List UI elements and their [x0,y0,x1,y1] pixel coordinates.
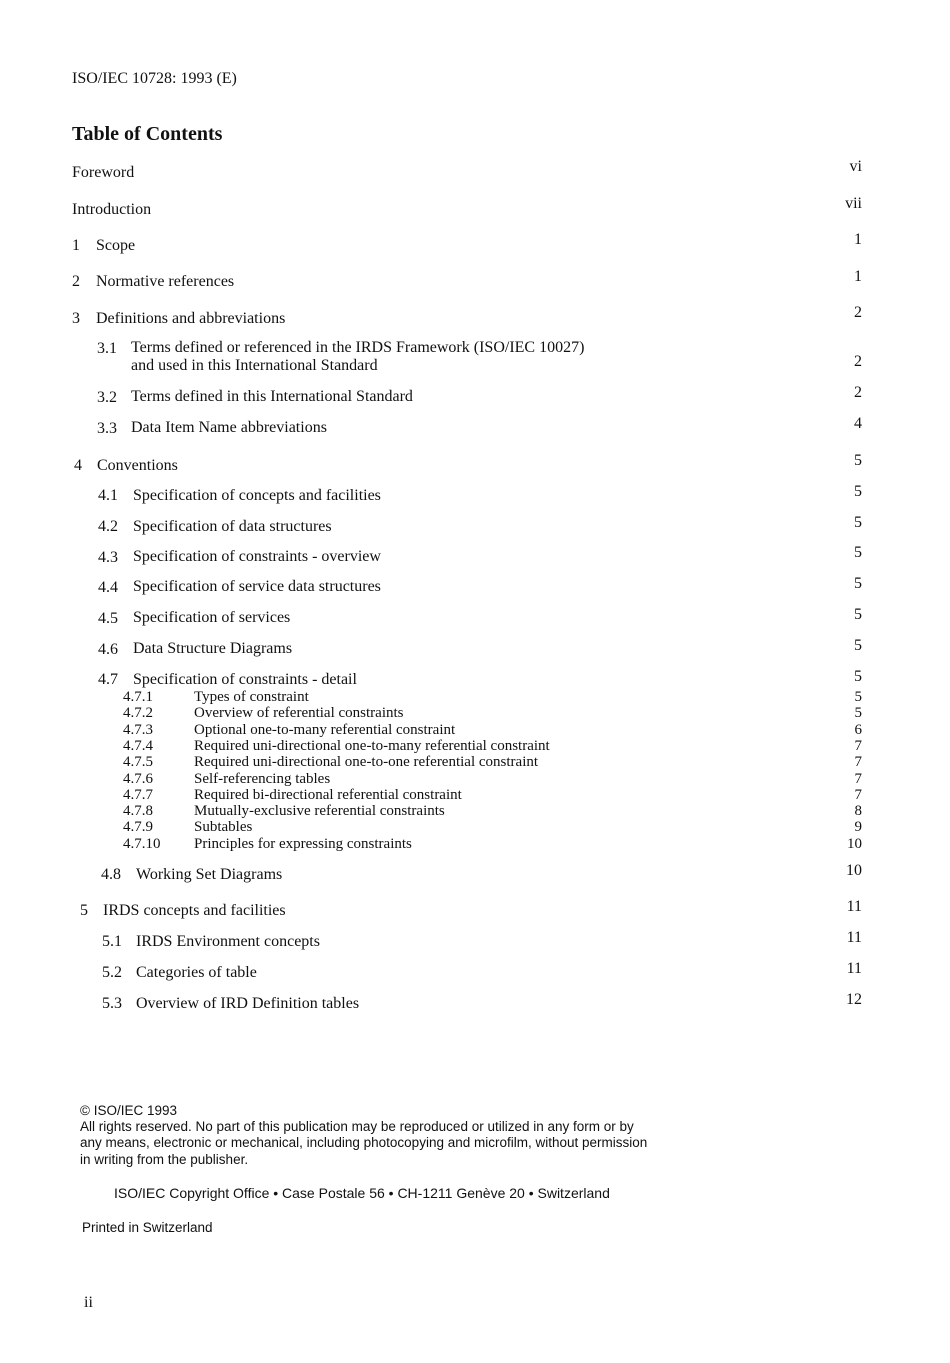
copyright-office: ISO/IEC Copyright Office • Case Postale 56 • CH-1211 Genève 20 • Switzerland [114,1185,610,1201]
toc-s4-6-label: Data Structure Diagrams [133,640,293,657]
toc-s3-3-page: 4 [854,415,862,432]
toc-s4-1-num: 4.1 [98,487,118,504]
toc-s4-1-label: Specification of concepts and facilities [133,487,381,504]
toc-s1-label: Scope [96,237,136,254]
toc-s4-7-subitem [0,771,950,788]
toc-s5-3-num: 5.3 [102,995,122,1012]
toc-s4-8-label: Working Set Diagrams [136,866,283,883]
toc-subitem-label: Required bi-directional referential constraint [194,786,462,803]
toc-s1-page: 1 [854,231,862,248]
toc-subitem-page: 9 [854,819,862,836]
toc-subitem-page: 7 [854,754,862,771]
toc-s3-3-label: Data Item Name abbreviations [131,419,327,436]
toc-s5-page: 11 [846,898,862,915]
toc-subitem-label: Required uni-directional one-to-many referential constraint [194,737,550,754]
toc-s3-1-num: 3.1 [97,340,117,357]
toc-s3-2-num: 3.2 [97,389,117,406]
toc-s3-1-label-line1: Terms defined or referenced in the IRDS Framework (ISO/IEC 10027) [131,339,585,356]
toc-s4-6-num: 4.6 [98,641,118,658]
toc-s5-2-page: 11 [846,960,862,977]
toc-s5-1-num: 5.1 [102,933,122,950]
toc-s4-5-page: 5 [854,606,862,623]
toc-s4-4-page: 5 [854,575,862,592]
toc-s4-7-num: 4.7 [98,671,118,688]
toc-s3-num: 3 [72,310,80,327]
toc-s4-3-label: Specification of constraints - overview [133,548,381,565]
toc-s3-1-label-line2: and used in this International Standard [131,357,378,374]
toc-subitem-page: 8 [854,803,862,820]
page-title: Table of Contents [72,123,223,145]
toc-s5-1-label: IRDS Environment concepts [136,933,320,950]
toc-subitem-label: Self-referencing tables [194,770,331,787]
toc-s4-7-subitem [0,738,950,755]
toc-subitem-label: Types of constraint [194,689,309,705]
toc-s4-7-label: Specification of constraints - detail [133,671,357,688]
toc-subitem-page: 6 [854,721,862,738]
toc-s4-5-num: 4.5 [98,610,118,627]
toc-s4-2-label: Specification of data structures [133,518,332,535]
toc-subitem-page: 7 [854,737,862,754]
toc-s4-2-num: 4.2 [98,518,118,535]
toc-s1-num: 1 [72,237,80,254]
toc-s4-3-num: 4.3 [98,549,118,566]
toc-foreword-page: vi [849,158,862,175]
toc-s4-8-page: 10 [846,862,862,879]
page-number: ii [84,1294,93,1311]
toc-subitem-page: 5 [854,689,862,705]
toc-s4-7-page: 5 [854,668,862,685]
toc-s4-num: 4 [74,457,82,474]
toc-subitem-label: Principles for expressing constraints [194,835,412,852]
toc-subitem-label: Subtables [194,819,253,836]
toc-subitem-label: Optional one-to-many referential constraint [194,721,456,738]
toc-subitem-page: 7 [854,786,862,803]
toc-subitem-num: 4.7.1 [123,689,153,705]
printed-in: Printed in Switzerland [82,1220,213,1235]
toc-subitem-num: 4.7.9 [123,819,153,836]
toc-s5-2-num: 5.2 [102,964,122,981]
toc-s4-page: 5 [854,452,862,469]
toc-s4-7-subitem [0,705,950,722]
toc-s4-7-subitem [0,689,950,706]
toc-s4-3-page: 5 [854,544,862,561]
toc-s4-7-subitem [0,836,950,853]
toc-subitem-num: 4.7.4 [123,737,153,754]
toc-s3-1-page: 2 [854,353,862,370]
toc-subitem-num: 4.7.10 [123,835,161,852]
toc-s4-7-subitem [0,754,950,771]
toc-s5-2-label: Categories of table [136,964,257,981]
document-header: ISO/IEC 10728: 1993 (E) [72,70,237,87]
toc-s4-5-label: Specification of services [133,609,291,626]
toc-subitem-num: 4.7.5 [123,754,153,771]
rights-line-2: any means, electronic or mechanical, including photocopying and microfilm, without permission [80,1135,648,1150]
toc-s4-7-subitem [0,787,950,804]
toc-subitem-page: 5 [854,705,862,722]
toc-introduction-page: vii [845,195,862,212]
toc-s4-7-subitem [0,722,950,739]
toc-s4-7-subitem [0,803,950,820]
toc-subitem-num: 4.7.6 [123,770,153,787]
toc-subitem-num: 4.7.7 [123,786,153,803]
toc-s4-7-subitem [0,819,950,836]
toc-introduction-label: Introduction [72,201,152,218]
toc-s3-3-num: 3.3 [97,420,117,437]
toc-subitem-label: Overview of referential constraints [194,705,404,722]
toc-subitem-label: Mutually-exclusive referential constraints [194,803,445,820]
rights-line-1: All rights reserved. No part of this publication may be reproduced or utilized in any form or by [80,1119,634,1134]
toc-s2-label: Normative references [96,273,235,290]
rights-line-3: in writing from the publisher. [80,1152,249,1167]
toc-subitem-label: Required uni-directional one-to-one referential constraint [194,754,539,771]
toc-s3-2-page: 2 [854,384,862,401]
toc-s5-3-page: 12 [846,991,862,1008]
toc-subitem-num: 4.7.3 [123,721,153,738]
toc-s3-page: 2 [854,304,862,321]
toc-foreword-label: Foreword [72,164,135,181]
toc-s3-label: Definitions and abbreviations [96,310,286,327]
toc-s2-page: 1 [854,268,862,285]
toc-subitem-num: 4.7.2 [123,705,153,722]
toc-s4-6-page: 5 [854,637,862,654]
toc-s4-1-page: 5 [854,483,862,500]
toc-s5-num: 5 [80,902,88,919]
toc-s4-label: Conventions [97,457,178,474]
toc-subitem-num: 4.7.8 [123,803,153,820]
toc-s4-8-num: 4.8 [101,866,121,883]
toc-s4-4-label: Specification of service data structures [133,578,381,595]
copyright-line: © ISO/IEC 1993 [80,1103,177,1118]
toc-s4-4-num: 4.4 [98,579,118,596]
toc-s5-label: IRDS concepts and facilities [103,902,286,919]
toc-subitem-page: 10 [847,835,862,852]
toc-s2-num: 2 [72,273,80,290]
toc-s4-2-page: 5 [854,514,862,531]
toc-s3-2-label: Terms defined in this International Standard [131,388,413,405]
toc-s5-3-label: Overview of IRD Definition tables [136,995,360,1012]
toc-s5-1-page: 11 [846,929,862,946]
toc-subitem-page: 7 [854,770,862,787]
